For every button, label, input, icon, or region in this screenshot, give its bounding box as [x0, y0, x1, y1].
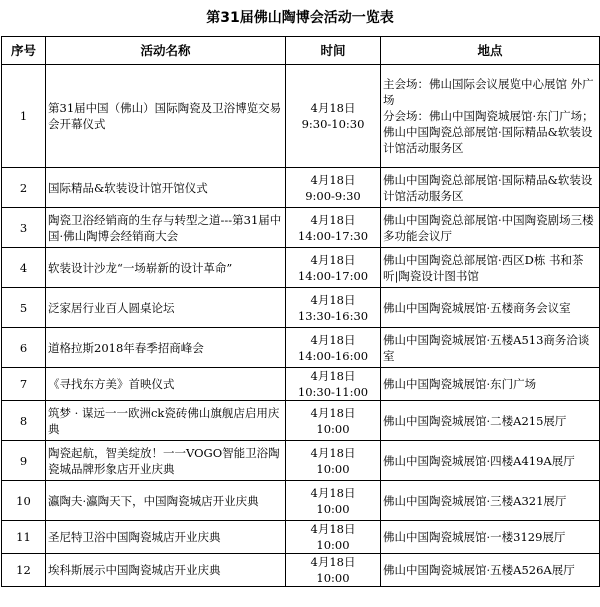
- table-row: [2, 481, 600, 521]
- cell-time-range: 13:30-16:30: [297, 308, 369, 323]
- cell-time-range: 9:00-9:30: [305, 188, 361, 203]
- header-name: 活动名称: [46, 37, 286, 65]
- cell-time: [286, 248, 381, 288]
- cell-venue: 主会场：佛山国际会议展览中心展馆 外广场 分会场：佛山中国陶瓷城展馆·东门广场；佛山中国陶瓷总部展馆·国际精品&软装设计馆活动服务区: [381, 65, 600, 168]
- header-time: 时间: [286, 37, 381, 65]
- table-row: [2, 441, 600, 481]
- cell-seq: 1: [2, 65, 46, 168]
- cell-date: 4月18日: [310, 212, 356, 227]
- cell-seq: 6: [2, 328, 46, 368]
- header-seq: 序号: [2, 37, 46, 65]
- cell-time: [286, 288, 381, 328]
- cell-venue: 佛山中国陶瓷城展馆·东门广场: [381, 368, 600, 401]
- table-row: [2, 208, 600, 248]
- cell-time-range: 10:30-11:00: [297, 385, 369, 399]
- cell-activity-name: 瀛陶夫·瀛陶天下，中国陶瓷城店开业庆典: [46, 481, 286, 521]
- cell-venue: 佛山中国陶瓷城展馆·五楼商务会议室: [381, 288, 600, 328]
- cell-time: [286, 328, 381, 368]
- cell-seq: 5: [2, 288, 46, 328]
- cell-venue: 佛山中国陶瓷城展馆·三楼A321展厅: [381, 481, 600, 521]
- cell-time-range: 10:00: [316, 571, 350, 585]
- cell-seq: 7: [2, 368, 46, 401]
- table-row: [2, 65, 600, 168]
- cell-venue: 佛山中国陶瓷城展馆·二楼A215展厅: [381, 401, 600, 441]
- cell-date: 4月18日: [310, 522, 356, 536]
- cell-time: [286, 401, 381, 441]
- cell-activity-name: 泛家居行业百人圆桌论坛: [46, 288, 286, 328]
- cell-activity-name: 陶瓷起航，智美绽放！一一VOGO智能卫浴陶瓷城品牌形象店开业庆典: [46, 441, 286, 481]
- cell-activity-name: 软装设计沙龙“一场崭新的设计革命”: [46, 248, 286, 288]
- cell-date: 4月18日: [310, 101, 356, 115]
- cell-time-range: 10:00: [316, 501, 350, 516]
- table-row: [2, 521, 600, 554]
- cell-time-range: 14:00-17:00: [297, 268, 369, 283]
- cell-activity-name: 第31届中国（佛山）国际陶瓷及卫浴博览交易会开幕仪式: [46, 65, 286, 168]
- cell-time-range: 10:00: [316, 538, 350, 552]
- cell-venue: 佛山中国陶瓷总部展馆·西区D栋 书和茶听|陶瓷设计图书馆: [381, 248, 600, 288]
- cell-time: [286, 554, 381, 587]
- cell-seq: 2: [2, 168, 46, 208]
- cell-time: [286, 521, 381, 554]
- cell-activity-name: 道格拉斯2018年春季招商峰会: [46, 328, 286, 368]
- cell-date: 4月18日: [310, 332, 356, 347]
- cell-venue: 佛山中国陶瓷城展馆·四楼A419A展厅: [381, 441, 600, 481]
- cell-seq: 11: [2, 521, 46, 554]
- cell-venue: 佛山中国陶瓷城展馆·一楼3129展厅: [381, 521, 600, 554]
- cell-date: 4月18日: [310, 445, 356, 460]
- cell-activity-name: 陶瓷卫浴经销商的生存与转型之道---第31届中国·佛山陶博会经销商大会: [46, 208, 286, 248]
- cell-seq: 9: [2, 441, 46, 481]
- cell-date: 4月18日: [310, 555, 356, 569]
- cell-time: [286, 208, 381, 248]
- cell-activity-name: 筑梦 · 谋远一一欧洲ck瓷砖佛山旗舰店启用庆典: [46, 401, 286, 441]
- table-row: [2, 288, 600, 328]
- table-row: [2, 368, 600, 401]
- cell-time-range: 10:00: [316, 461, 350, 476]
- cell-activity-name: 埃科斯展示中国陶瓷城店开业庆典: [46, 554, 286, 587]
- header-venue: 地点: [381, 37, 600, 65]
- cell-time-range: 14:00-16:00: [297, 348, 369, 363]
- cell-time-range: 10:00: [316, 421, 350, 436]
- cell-time-range: 14:00-17:30: [297, 228, 369, 243]
- cell-date: 4月18日: [310, 172, 356, 187]
- cell-venue: 佛山中国陶瓷总部展馆·国际精品&软装设计馆活动服务区: [381, 168, 600, 208]
- table-row: [2, 248, 600, 288]
- cell-seq: 3: [2, 208, 46, 248]
- cell-date: 4月18日: [310, 252, 356, 267]
- table-row: [2, 401, 600, 441]
- table-row: [2, 328, 600, 368]
- cell-time: [286, 65, 381, 168]
- cell-date: 4月18日: [310, 369, 356, 383]
- cell-seq: 12: [2, 554, 46, 587]
- cell-time: [286, 368, 381, 401]
- cell-date: 4月18日: [310, 292, 356, 307]
- cell-time: [286, 168, 381, 208]
- cell-time-range: 9:30-10:30: [301, 117, 365, 131]
- table-row: [2, 554, 600, 587]
- cell-seq: 4: [2, 248, 46, 288]
- cell-seq: 8: [2, 401, 46, 441]
- table-row: [2, 168, 600, 208]
- cell-time: [286, 481, 381, 521]
- cell-date: 4月18日: [310, 485, 356, 500]
- page-title: 第31届佛山陶博会活动一览表: [206, 10, 394, 26]
- cell-time: [286, 441, 381, 481]
- cell-venue: 佛山中国陶瓷城展馆·五楼A526A展厅: [381, 554, 600, 587]
- cell-seq: 10: [2, 481, 46, 521]
- activity-table: [1, 36, 600, 587]
- cell-activity-name: 《寻找东方美》首映仪式: [46, 368, 286, 401]
- cell-venue: 佛山中国陶瓷城展馆·五楼A513商务洽谈室: [381, 328, 600, 368]
- table-header-row: [2, 37, 600, 65]
- cell-venue: 佛山中国陶瓷总部展馆·中国陶瓷剧场三楼多功能会议厅: [381, 208, 600, 248]
- cell-activity-name: 国际精品&软装设计馆开馆仪式: [46, 168, 286, 208]
- cell-date: 4月18日: [310, 405, 356, 420]
- cell-activity-name: 圣尼特卫浴中国陶瓷城店开业庆典: [46, 521, 286, 554]
